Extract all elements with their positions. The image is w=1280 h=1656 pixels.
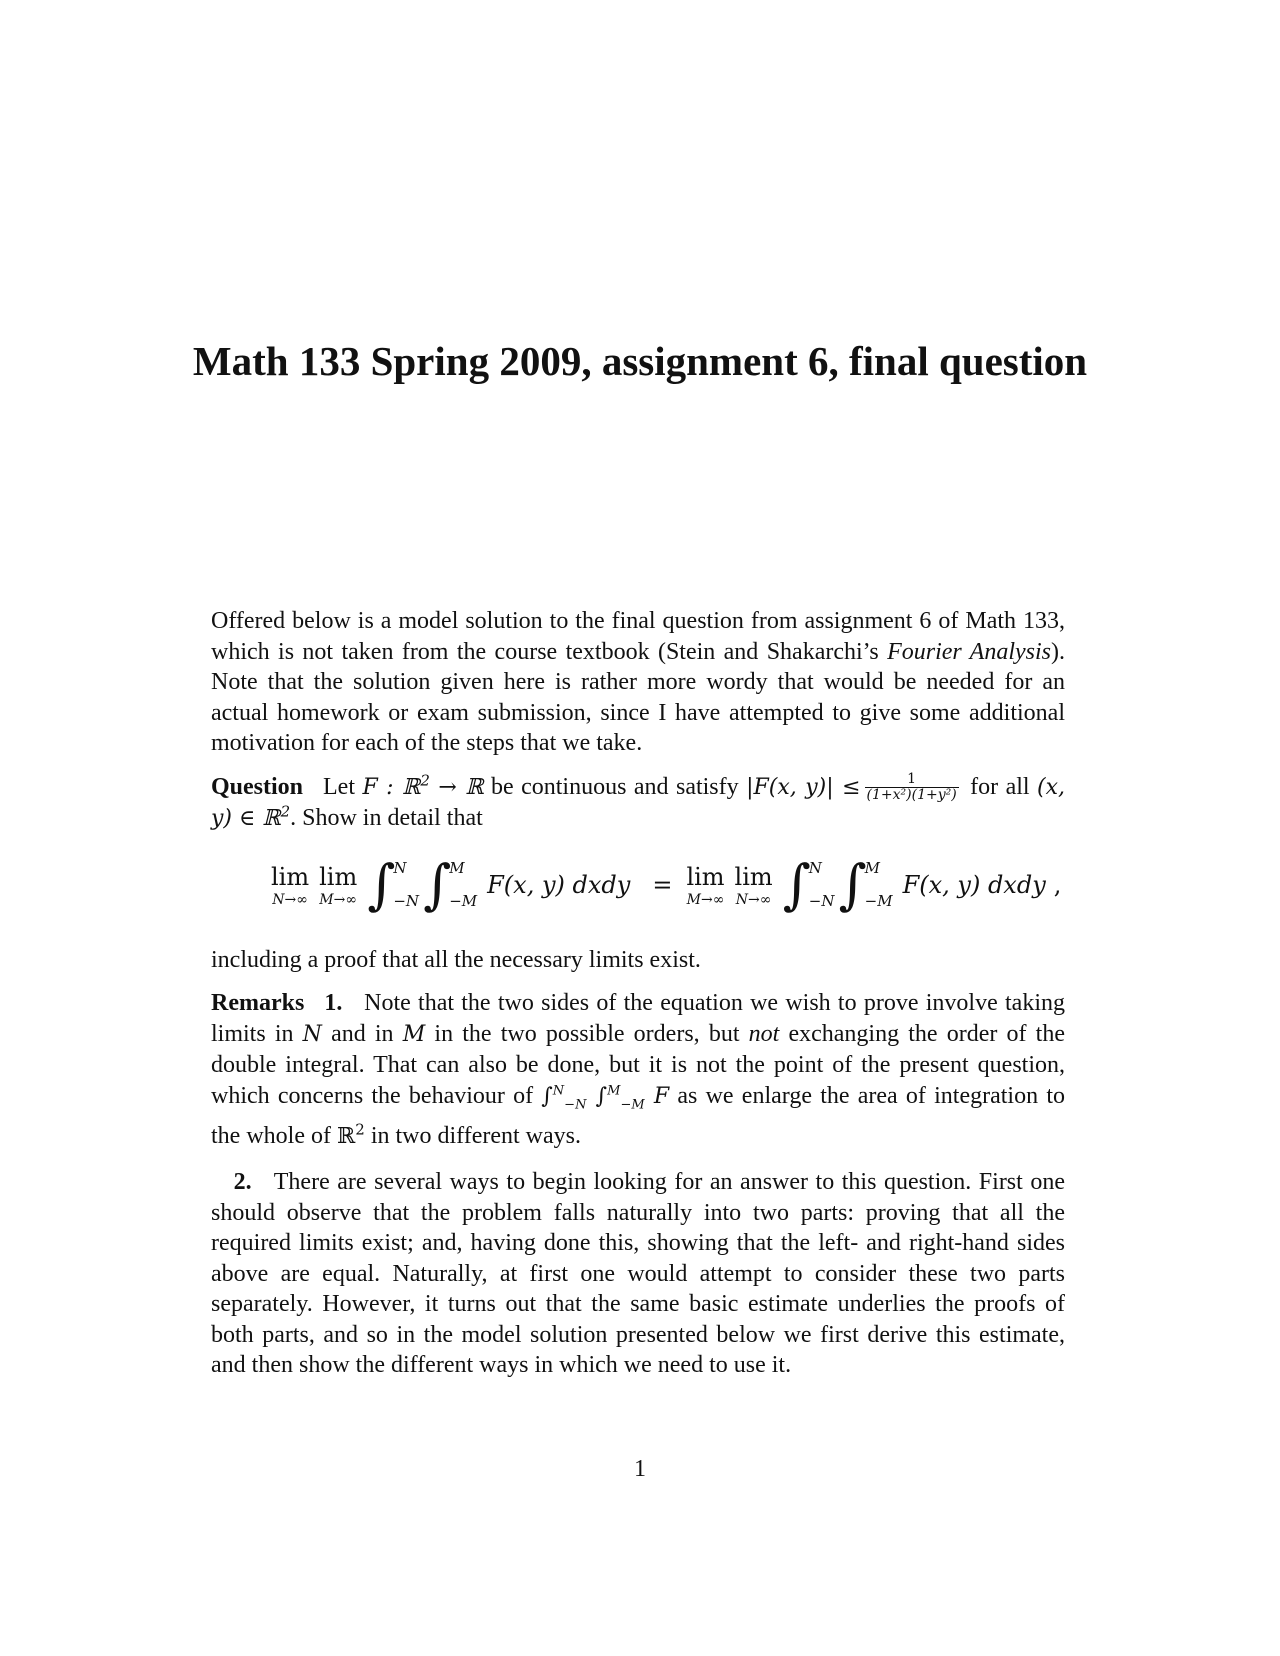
page-number: 1 [634,1456,646,1482]
inline-lower-m: −M [620,1097,645,1113]
superscript-2c: 2 [355,1120,365,1139]
integral-limits [865,853,893,917]
integral-limits [393,853,419,917]
inline-integral-sign: ∫ [595,1083,608,1109]
superscript-2b: 2 [280,803,291,822]
upper-limit: N [393,858,407,877]
fraction-numerator: 1 [865,772,959,788]
integrand-lhs: F(x, y) dxdy [487,870,631,899]
lower-limit: −N [808,892,835,911]
question-paragraph [211,772,1065,835]
remark-2 [211,1167,1065,1381]
lim-word: lim [319,862,358,891]
r2-text: ℝ [336,1123,356,1149]
function-def [362,771,484,800]
superscript-2: 2 [420,771,430,790]
document-body [211,606,1065,1381]
integral-limits [809,853,835,917]
limit-n-rhs [735,862,773,909]
lim-sub: M→∞ [686,892,725,909]
inline-upper-m: M [607,1083,621,1099]
upper-limit: N [808,858,822,877]
remarks-label: Remarks [211,990,305,1017]
intro-paragraph [211,606,1065,759]
question-text-4: . Show in detail that [290,805,483,832]
domain-expr-text: (x, y) ∈ ℝ [211,774,1066,832]
var-n: N [302,1021,322,1047]
intro-text-a: Offered below is a model solution to the final question from assignment 6 of Math 133, which is not taken from the course textbook (Stein and Shakarchi’s [211,608,1065,665]
remark-number-1: 1. [324,990,343,1017]
lim-sub: M→∞ [319,892,358,909]
remark-1-text-e: as we enlarge the area of integration to the whole of [211,1082,1065,1149]
question-label: Question [211,773,304,800]
question-text-1: Let [323,773,363,800]
inline-integrand: F [653,1083,670,1109]
limit-m [319,862,357,909]
integral-limits [449,853,477,917]
lim-word: lim [686,862,725,891]
display-equation [211,841,1065,937]
page-title: Math 133 Spring 2009, assignment 6, final question [192,338,1088,384]
remark-1-text-b: and in [321,1020,403,1047]
lim-word: lim [271,862,310,891]
integral-sign: ∫ [782,852,811,916]
equals-sign: = [652,870,673,899]
lim-sub: N→∞ [735,892,772,909]
inline-integral [541,1083,670,1113]
lower-limit: −M [449,892,478,911]
limit-n [271,862,309,909]
question-text-3: for all [962,773,1030,800]
function-def-text: F : ℝ [362,774,421,800]
bound-lhs: |F(x, y)| ≤ [746,774,861,800]
bound-fraction [865,772,959,803]
remark-1 [211,988,1065,1152]
integral-sign: ∫ [367,852,396,916]
inline-upper-n: N [552,1083,565,1099]
question-text-2: be continuous and satisfy [483,773,747,800]
after-equation-text: including a proof that all the necessary limits exist. [211,946,701,973]
lower-limit: −N [393,892,420,911]
integral-n-rhs [783,853,835,917]
integral-m [423,853,477,917]
equation-comma: , [1053,870,1062,899]
remark-1-text-c: in the two possible orders, but [425,1020,749,1047]
integral-sign: ∫ [838,852,867,916]
lower-limit: −M [864,892,893,911]
remark-2-text: There are several ways to begin looking for an answer to this question. First one should observe that the problem falls naturally into two parts: proving that all the required limits exist; and, having done this, showing that the left- and right-hand sides above are equal. Naturally, at first one would attempt to consider these two parts separately. However, it turns out that the same basic estimate underlies the proofs of both parts, and so in the model solution presented below we first derive this estimate, and then show the different ways in which we need to use it. [211,1169,1065,1379]
emphasis-not: not [748,1020,780,1047]
integral-n [367,853,419,917]
remark-1-text-d: exchanging the order of the double integral. That can also be done, but it is not the point of the present question, which concerns the behaviour of [211,1020,1065,1109]
lim-word: lim [734,862,773,891]
inline-integral-sign: ∫ [541,1083,553,1109]
arrow-codomain: → ℝ [429,774,484,800]
remark-1-text-a: Note that the two sides of the equation we wish to prove involve taking limits in [211,990,1066,1047]
book-title: Fourier Analysis [887,638,1051,665]
remark-number-2: 2. [233,1169,252,1196]
integral-sign: ∫ [423,852,452,916]
limit-m-rhs [686,862,724,909]
lim-sub: N→∞ [272,892,308,909]
upper-limit: M [864,858,880,877]
upper-limit: M [449,858,465,877]
r2-set [336,1120,365,1149]
inline-lower-n: −N [564,1097,587,1113]
var-m: M [402,1021,426,1047]
integral-m-rhs [839,853,893,917]
fraction-denominator: (1+x²)(1+y²) [866,787,957,804]
remark-1-text-f: in two different ways. [364,1122,581,1149]
integrand-rhs: F(x, y) dxdy [902,870,1046,899]
intro-text-b: ). Note that the solution given here is rather more wordy that would be needed for an actual homework or exam submission, since I have attempted to give some additional motivation for each of the steps that we take. [211,638,1065,756]
equation-row [271,853,1061,917]
